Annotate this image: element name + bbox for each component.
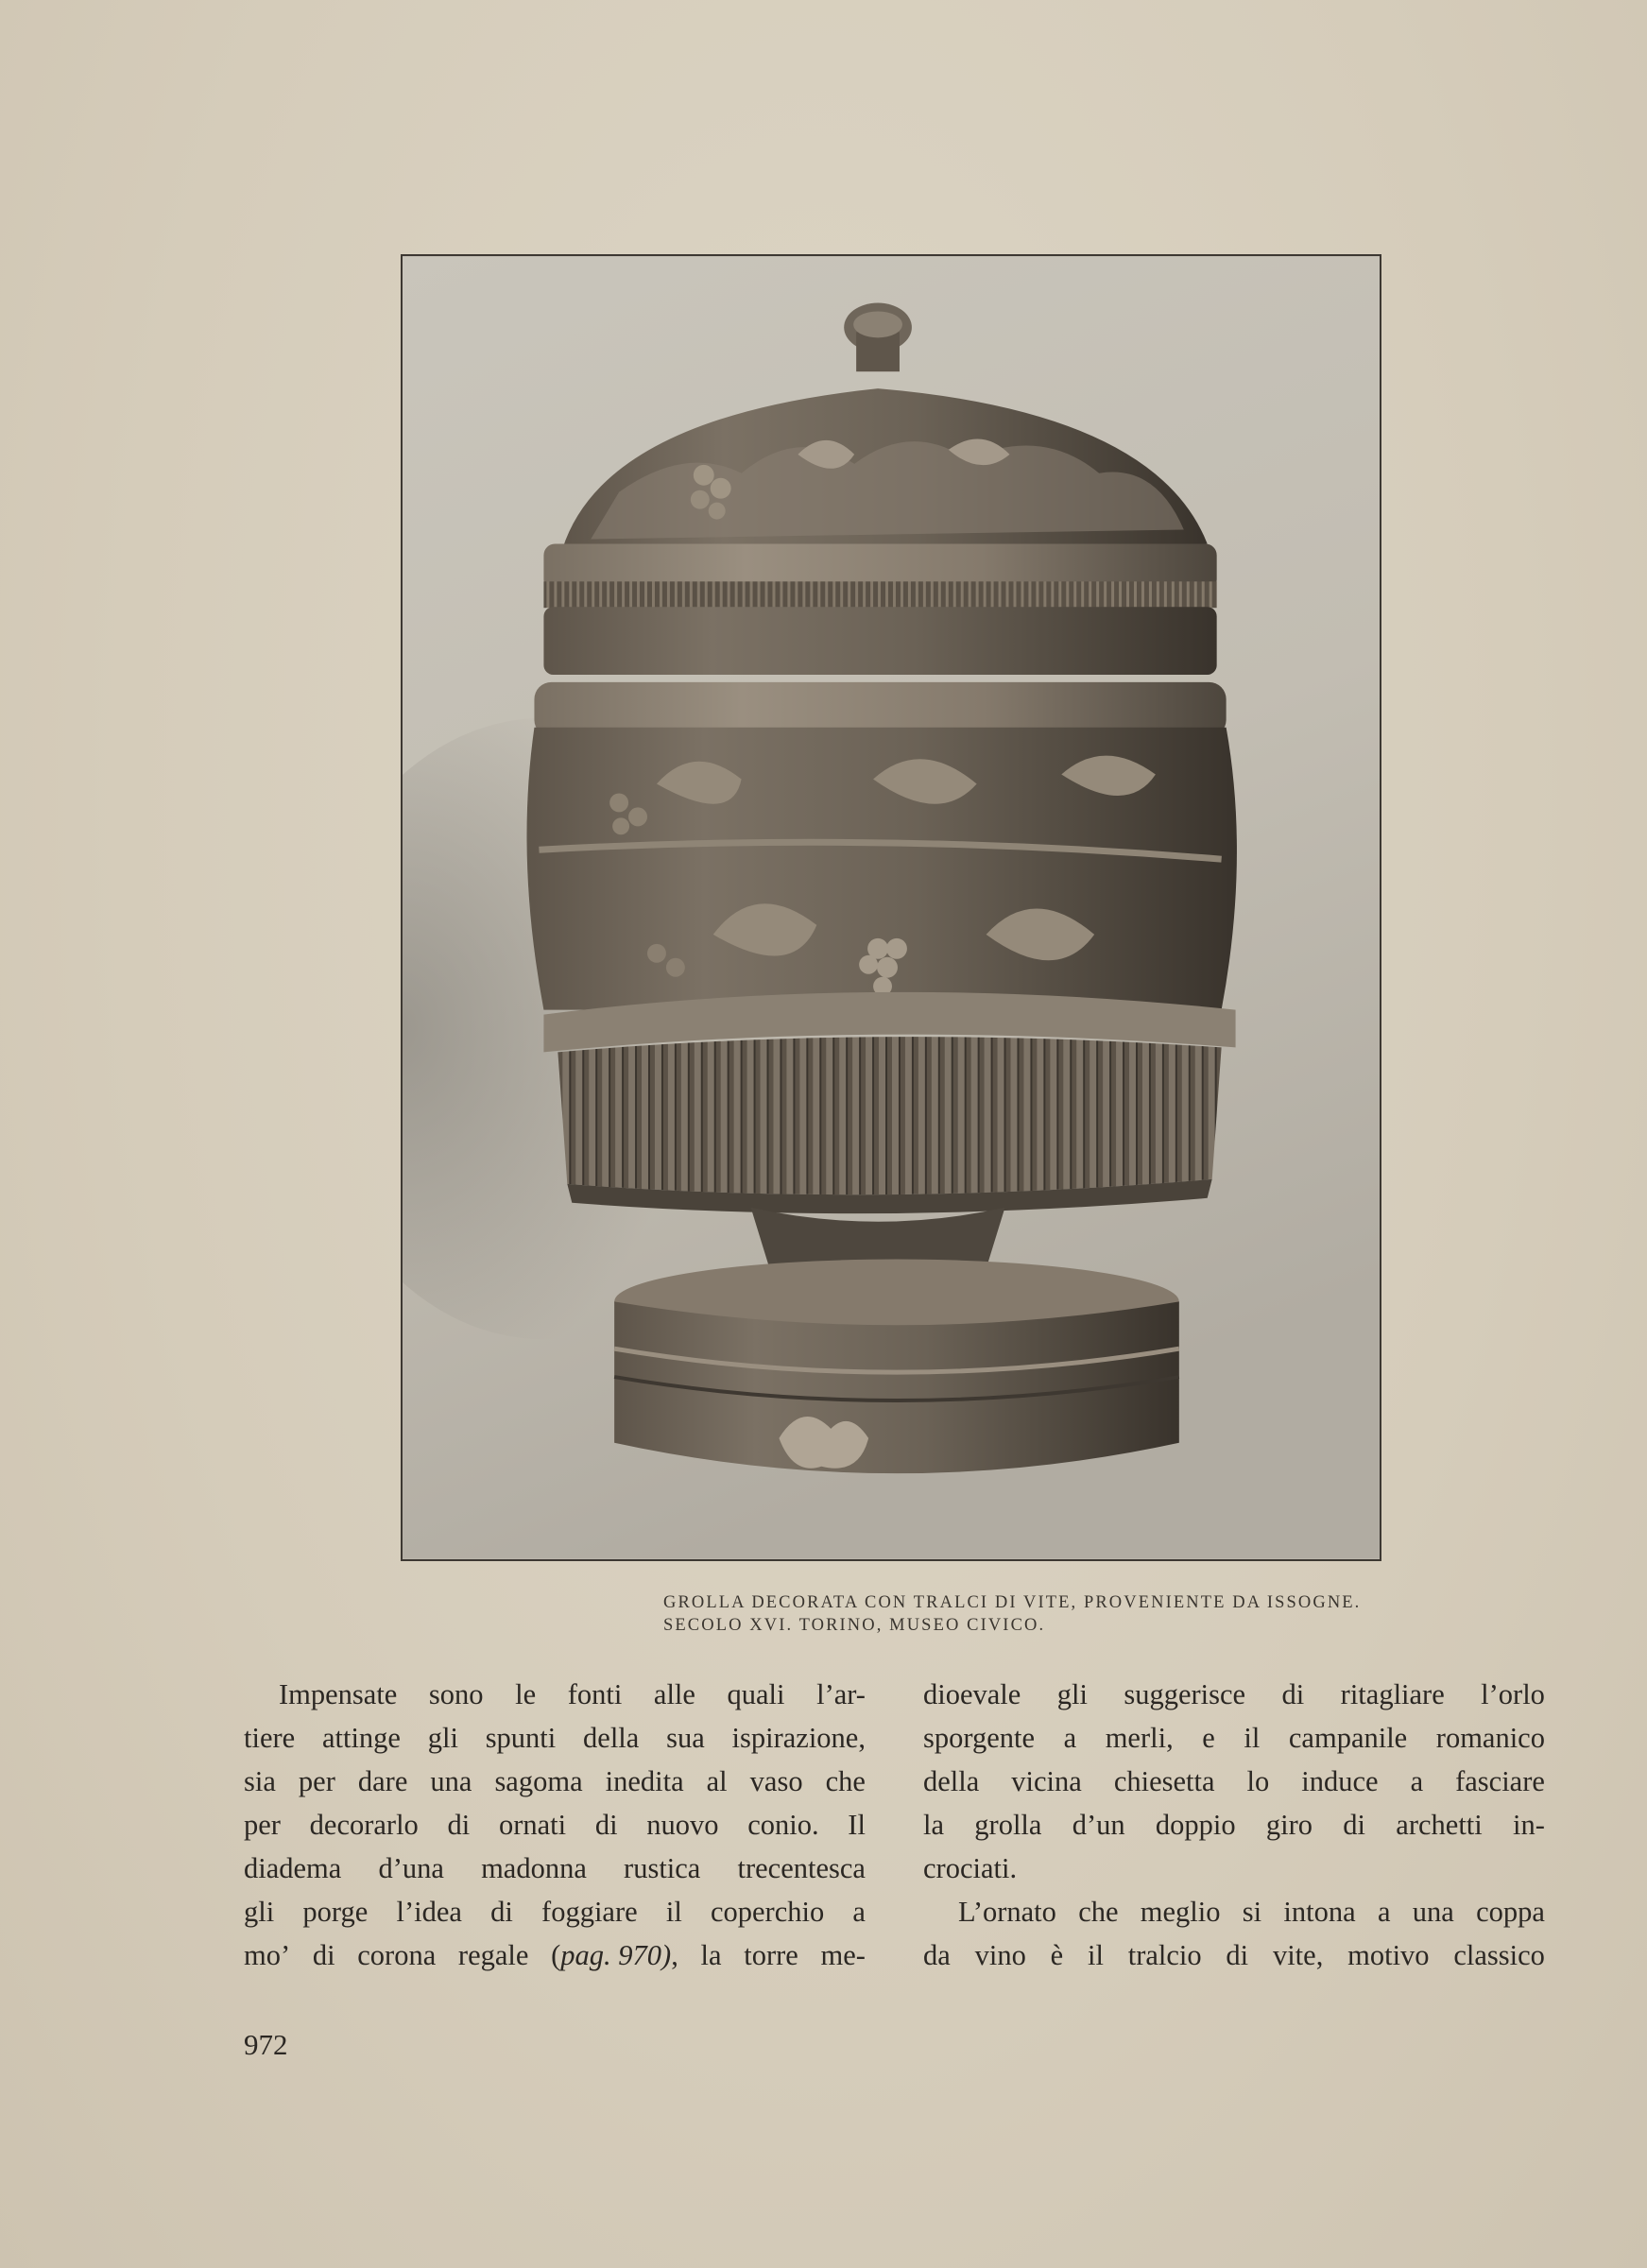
text-word: spunti: [485, 1722, 557, 1754]
text-word: Impensate: [279, 1678, 398, 1710]
text-word: di: [1226, 1939, 1249, 1971]
text-word: per: [244, 1809, 281, 1841]
text-line: [923, 1760, 1545, 1803]
text-line: [244, 1716, 866, 1760]
text-line: [244, 1673, 866, 1716]
text-word: ispirazione,: [731, 1722, 866, 1754]
text-word: la: [923, 1809, 945, 1841]
text-word: gli: [1056, 1678, 1088, 1710]
text-word: si: [1242, 1896, 1262, 1928]
text-word: chiesetta: [1113, 1765, 1215, 1797]
text-line: [923, 1933, 1545, 1977]
text-word: decorarlo: [309, 1809, 419, 1841]
text-word: il: [665, 1896, 682, 1928]
text-word: motivo: [1347, 1939, 1430, 1971]
text-word: di: [594, 1809, 618, 1841]
text-word: dare: [357, 1765, 408, 1797]
text-word: intona: [1283, 1896, 1356, 1928]
text-word: vicina: [1011, 1765, 1082, 1797]
text-word: in-: [1513, 1809, 1545, 1841]
text-word: suggerisce: [1124, 1678, 1246, 1710]
text-word: di: [490, 1896, 513, 1928]
text-word: di: [447, 1809, 471, 1841]
text-word: gli: [244, 1896, 275, 1928]
text-word: madonna: [481, 1852, 587, 1884]
text-line: [244, 1803, 866, 1847]
text-word: l’idea: [396, 1896, 462, 1928]
text-word: è: [1050, 1939, 1064, 1971]
text-word: sia: [244, 1765, 276, 1797]
text-word: me-: [820, 1939, 866, 1971]
text-word: foggiare: [541, 1896, 638, 1928]
text-word: di: [1343, 1809, 1366, 1841]
text-word: sagoma: [494, 1765, 583, 1797]
text-word: tiere: [244, 1722, 296, 1754]
text-word: a: [852, 1896, 866, 1928]
text-word: diadema: [244, 1852, 342, 1884]
text-line: [923, 1847, 1545, 1890]
text-word: merli,: [1105, 1722, 1174, 1754]
text-word: porge: [302, 1896, 369, 1928]
body-text-left-column: [244, 1673, 866, 1977]
text-word: L’ornato: [958, 1896, 1056, 1928]
text-word: campanile: [1288, 1722, 1408, 1754]
text-word: al: [706, 1765, 728, 1797]
text-word: giro: [1265, 1809, 1313, 1841]
text-word: sporgente: [923, 1722, 1036, 1754]
text-word: dioevale: [923, 1678, 1021, 1710]
text-line: [923, 1890, 1545, 1933]
text-word: della: [583, 1722, 640, 1754]
text-word: induce: [1301, 1765, 1379, 1797]
body-text-right-column: [923, 1673, 1545, 1977]
text-word: di: [312, 1939, 335, 1971]
text-word: il: [1087, 1939, 1104, 1971]
text-word: fasciare: [1455, 1765, 1545, 1797]
text-line: [923, 1803, 1545, 1847]
text-line: [244, 1760, 866, 1803]
text-word: l’orlo: [1481, 1678, 1545, 1710]
text-word: conio.: [747, 1809, 819, 1841]
text-word: attinge: [321, 1722, 401, 1754]
figure-caption: [663, 1591, 1381, 1637]
text-word: vaso: [749, 1765, 803, 1797]
text-line: [244, 1847, 866, 1890]
text-word: una: [430, 1765, 472, 1797]
page-number: 972: [244, 2028, 288, 2061]
text-word: vino: [974, 1939, 1026, 1971]
text-line: [923, 1673, 1545, 1716]
text-word: di: [1281, 1678, 1305, 1710]
text-word: quali: [727, 1678, 785, 1710]
text-word: gli: [427, 1722, 458, 1754]
text-word: nuovo: [646, 1809, 719, 1841]
text-word: Il: [848, 1809, 866, 1841]
text-word: regale: [457, 1939, 529, 1971]
text-word: sua: [666, 1722, 705, 1754]
text-word: le: [515, 1678, 537, 1710]
text-word: l’ar-: [816, 1678, 866, 1710]
text-word: meglio: [1140, 1896, 1221, 1928]
text-word: d’un: [1072, 1809, 1125, 1841]
text-word: ornati: [498, 1809, 567, 1841]
text-word: coperchio: [710, 1896, 825, 1928]
text-word: sono: [428, 1678, 484, 1710]
text-line: [244, 1933, 866, 1977]
caption-line-2: SECOLO XVI. TORINO, MUSEO CIVICO.: [663, 1616, 1046, 1635]
text-word: la: [700, 1939, 722, 1971]
text-word: da: [923, 1939, 951, 1971]
text-word: doppio: [1155, 1809, 1236, 1841]
text-word: mo’: [244, 1939, 291, 1971]
text-word: lo: [1246, 1765, 1270, 1797]
text-word: tralcio: [1127, 1939, 1202, 1971]
text-word: e: [1202, 1722, 1215, 1754]
text-word: crociati.: [923, 1852, 1018, 1884]
text-word: rustica: [624, 1852, 701, 1884]
text-word: torre: [744, 1939, 798, 1971]
grolla-photo-illustration: [403, 256, 1380, 1559]
text-word: per: [298, 1765, 335, 1797]
text-word: vite,: [1272, 1939, 1324, 1971]
text-word: a: [1063, 1722, 1077, 1754]
text-word: alle: [653, 1678, 695, 1710]
text-word: corona: [357, 1939, 437, 1971]
text-word: a: [1377, 1896, 1391, 1928]
text-word: inedita: [605, 1765, 684, 1797]
text-word: che: [825, 1765, 866, 1797]
text-word: grolla: [974, 1809, 1042, 1841]
text-word: ritagliare: [1340, 1678, 1445, 1710]
figure-photo: [401, 254, 1381, 1561]
text-word: a: [1410, 1765, 1424, 1797]
text-line: [923, 1716, 1545, 1760]
text-word: classico: [1453, 1939, 1545, 1971]
text-word: della: [923, 1765, 980, 1797]
text-word: una: [1412, 1896, 1454, 1928]
text-word: archetti: [1396, 1809, 1483, 1841]
text-word: che: [1078, 1896, 1119, 1928]
text-line: [244, 1890, 866, 1933]
text-word: trecentesca: [737, 1852, 866, 1884]
caption-line-1: GROLLA DECORATA CON TRALCI DI VITE, PROVENIENTE DA ISSOGNE.: [663, 1593, 1362, 1612]
text-word: romanico: [1435, 1722, 1545, 1754]
text-word: d’una: [378, 1852, 444, 1884]
text-word: coppa: [1476, 1896, 1545, 1928]
text-word: (pag. 970),: [551, 1939, 678, 1971]
text-word: fonti: [567, 1678, 623, 1710]
text-word: il: [1244, 1722, 1261, 1754]
